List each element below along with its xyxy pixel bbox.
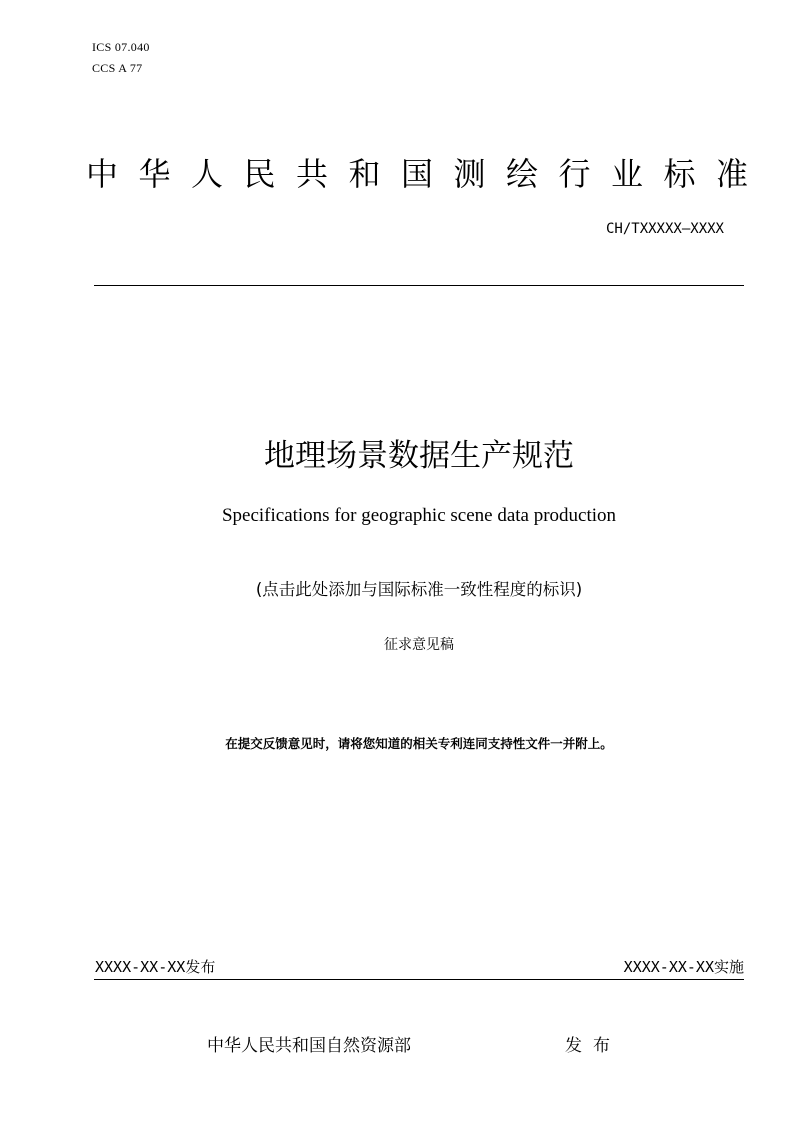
document-title: 地理场景数据生产规范 xyxy=(264,438,574,474)
publish-date-line xyxy=(95,956,215,978)
draft-status: 征求意见稿 xyxy=(384,637,454,653)
standard-category-title: 中华人民共和国测绘行业标准 xyxy=(86,155,769,193)
top-divider xyxy=(94,285,744,286)
publish-label: 发布 xyxy=(185,958,216,976)
bottom-divider xyxy=(94,979,744,980)
implement-label: 实施 xyxy=(713,958,744,976)
publisher-name: 中华人民共和国自然资源部 xyxy=(207,1036,411,1056)
ccs-code: CCS A 77 xyxy=(92,61,143,75)
document-title-english: Specifications for geographic scene data production xyxy=(221,505,617,526)
standard-number: CH/TXXXXX—XXXX xyxy=(605,221,724,237)
publish-date: XXXX-XX-XX xyxy=(95,958,186,976)
publish-word: 发布 xyxy=(565,1036,621,1056)
ics-code: ICS 07.040 xyxy=(92,40,150,54)
implement-date-line xyxy=(624,956,744,978)
patent-notice: 在提交反馈意见时，请将您知道的相关专利连同支持性文件一并附上。 xyxy=(225,736,613,751)
implement-date: XXXX-XX-XX xyxy=(623,958,714,976)
conformity-placeholder[interactable]: (点击此处添加与国际标准一致性程度的标识) xyxy=(255,580,583,599)
